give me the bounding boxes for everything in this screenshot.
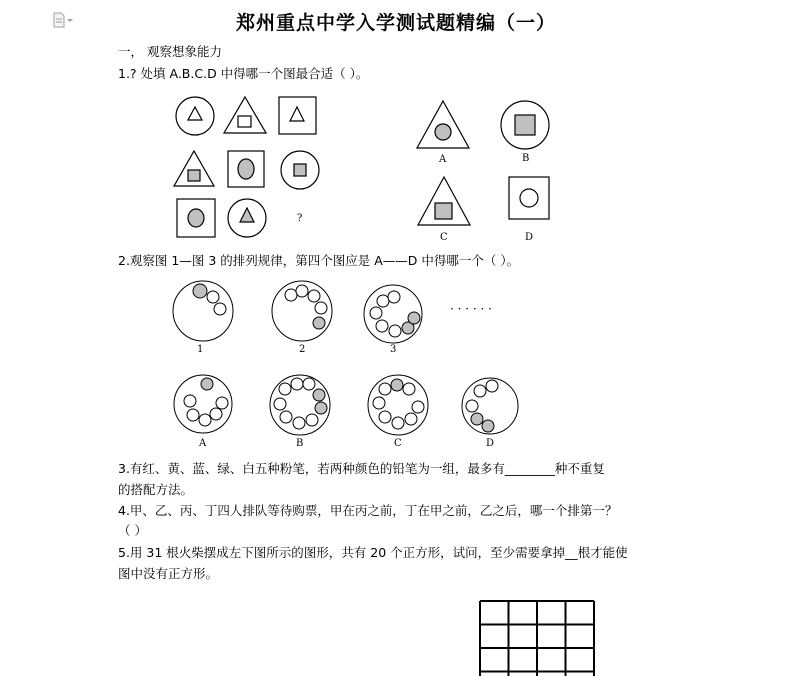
q2-label-1: 1 [197, 344, 204, 355]
q2-option-b-label: B [296, 438, 304, 449]
question-3-line-2: 的搭配方法。 [118, 482, 194, 497]
q2-option-a-label: A [199, 438, 207, 449]
q2-label-3: 3 [390, 344, 397, 355]
q1-option-c-label: C [440, 232, 448, 243]
question-4-line-2: （ ） [118, 523, 147, 538]
question-5-line-1: 5.用 31 根火柴摆成左下图所示的图形，共有 20 个正方形，试问，至少需要拿掉__根才能使 [118, 545, 628, 560]
question-3-line-1: 3.有红、黄、蓝、绿、白五种粉笔，若两种颜色的铅笔为一组，最多有________种不重复 [118, 461, 605, 476]
question-4-line-1: 4.甲、乙、丙、丁四人排队等待购票，甲在丙之前，丁在甲之前，乙之后，哪一个排第一？ [118, 503, 618, 518]
section-heading: 一， 观察想象能力 [118, 44, 222, 59]
page-title: 郑州重点中学入学测试题精编（一） [235, 12, 556, 34]
q2-option-d-label: D [486, 438, 495, 449]
question-1-text: 1.? 处填 A.B.C.D 中得哪一个图最合适（ ）。 [118, 66, 369, 81]
q1-option-a-label: A [439, 154, 447, 165]
q1-unknown-mark: ? [297, 213, 303, 224]
q1-option-d-label: D [525, 232, 534, 243]
q1-option-b-label: B [522, 153, 530, 164]
question-2-text: 2.观察图 1—图 3 的排列规律，第四个图应是 A——D 中得哪一个（ ）。 [118, 253, 520, 268]
q2-option-c-label: C [394, 438, 402, 449]
q2-label-2: 2 [299, 344, 306, 355]
question-5-line-2: 图中没有正方形。 [118, 566, 219, 581]
q2-ellipsis: · · · · · · [450, 302, 492, 316]
